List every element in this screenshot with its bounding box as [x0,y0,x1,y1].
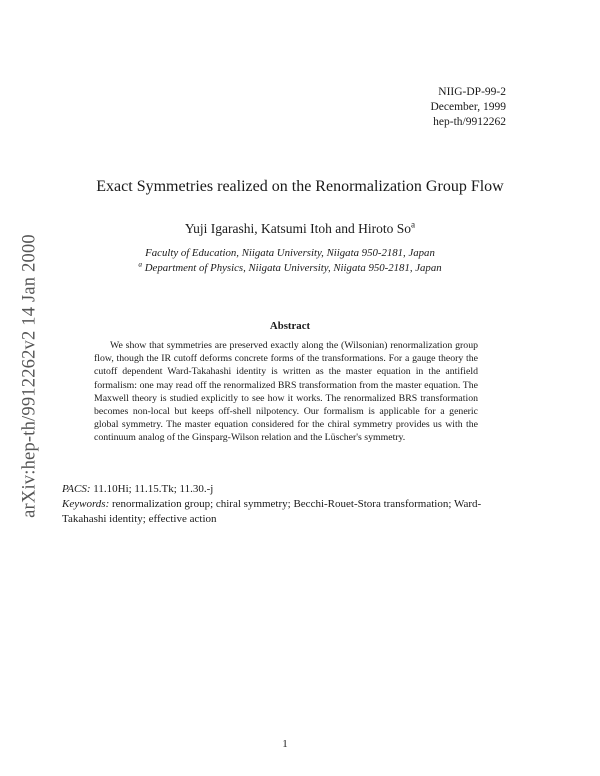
paper-title: Exact Symmetries realized on the Renormalization Group Flow [96,178,504,195]
author-affiliation-marker: a [411,219,416,230]
archive-id: hep-th/9912262 [433,116,506,128]
affiliation-physics [0,259,580,274]
preprint-date: December, 1999 [430,101,506,113]
preprint-info [430,85,506,130]
abstract-heading: Abstract [269,320,311,332]
affiliation-text: Faculty of Education, Niigata University, Niigata 950-2181, Japan [145,247,435,259]
report-number: NIIG-DP-99-2 [438,86,506,98]
pacs-codes: 11.10Hi; 11.15.Tk; 11.30.-j [93,483,214,495]
affiliation-text: Department of Physics, Niigata University, Niigata 950-2181, Japan [144,262,442,274]
author-list [0,221,600,237]
pacs-line [62,482,213,497]
pacs-label: PACS: [62,483,91,495]
author-names: Yuji Igarashi, Katsumi Itoh and Hiroto So [184,221,412,236]
affiliation-marker: a [138,259,143,269]
keywords-list: renormalization group; chiral symmetry; Becchi-Rouet-Stora transformation; Ward-Takahashi identity; effective action [62,498,482,525]
arxiv-stamp: arXiv:hep-th/9912262v2 14 Jan 2000 [19,234,40,518]
keywords-line [62,497,518,526]
keywords-label: Keywords: [62,498,110,510]
affiliation-education [0,247,580,259]
page-number: 1 [282,738,288,750]
abstract-body: We show that symmetries are preserved exactly along the (Wilsonian) renormalization group flow, though the IR cutoff deforms concrete forms of the transformations. For a gauge theory the cutoff dependent Ward-Takahashi identity is written as the master equation in the antifield formalism: one may read off the renormalized BRS transformation from the master equation. The Maxwell theory is studied explicitly to see how it works. The renormalized BRS transformation becomes non-local but keeps off-shell nilpotency. Our formalism is applicable for a generic global symmetry. The master equation considered for the chiral symmetry provides us with the continuum analog of the Ginsparg-Wilson relation and the Lüscher's symmetry. [94,340,478,444]
